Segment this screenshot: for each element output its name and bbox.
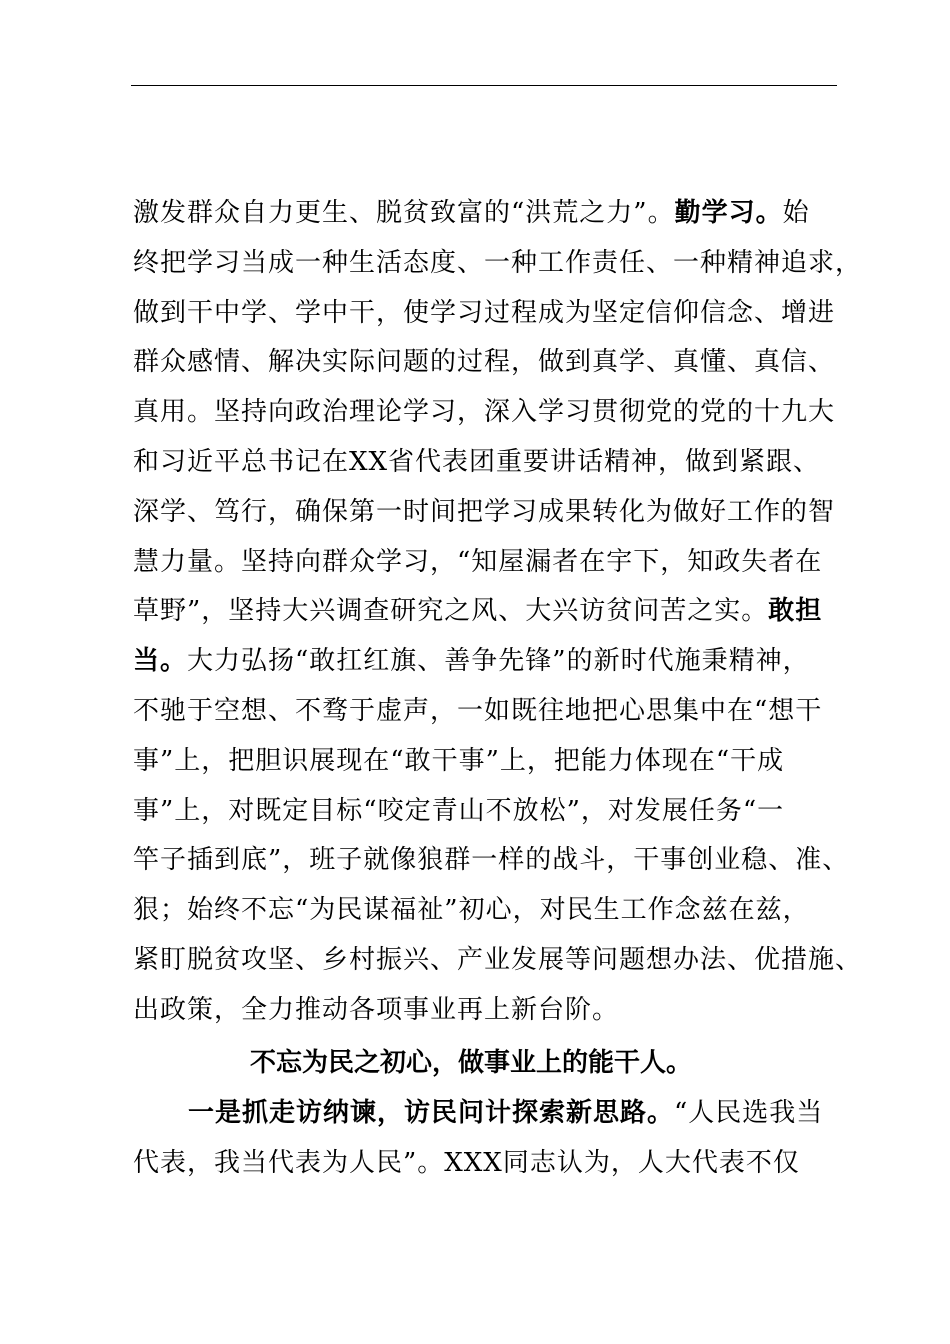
header-rule <box>131 85 837 86</box>
text-line <box>133 437 853 487</box>
text-run: 和习近平总书记在XX省代表团重要讲话精神，做到紧跟、 <box>133 447 821 477</box>
text-line <box>133 188 853 238</box>
text-line <box>133 288 853 338</box>
bold-run: 敢担 <box>768 596 823 627</box>
section-heading: 不忘为民之初心，做事业上的能干人。 <box>250 1048 693 1078</box>
text-line <box>133 686 853 736</box>
text-line <box>133 935 863 985</box>
text-run: 事”上，把胆识展现在“敢干事”上，把能力体现在“干成 <box>133 745 785 776</box>
text-run: 做到干中学、学中干，使学习过程成为坚定信仰信念、增进 <box>133 297 836 328</box>
text-line <box>133 1138 853 1188</box>
bold-run: 一是抓走访纳谏，访民问计探索新思路。 <box>188 1098 675 1128</box>
text-run: 狠；始终不忘“为民谋福祉”初心，对民生工作念兹在兹， <box>133 895 810 926</box>
text-line <box>133 985 853 1035</box>
text-run: 紧盯脱贫攻坚、乡村振兴、产业发展等问题想办法、优措施、 <box>133 945 863 975</box>
text-run: 草野”，坚持大兴调查研究之风、大兴访贫问苦之实。 <box>133 596 769 627</box>
text-line <box>133 835 853 885</box>
text-run: 深学、笃行，确保第一时间把学习成果转化为做好工作的智 <box>133 496 836 527</box>
text-line <box>133 736 853 786</box>
text-run: 代表，我当代表为人民”。XXX同志认为，人大代表不仅 <box>133 1147 800 1178</box>
text-run: 终把学习当成一种生活态度、一种工作责任、一种精神追求， <box>133 247 863 278</box>
text-run: 事”上，对既定目标“咬定青山不放松”，对发展任务“一 <box>133 795 785 826</box>
text-line <box>133 238 863 288</box>
text-line <box>133 786 853 836</box>
text-run: 出政策，全力推动各项事业再上新台阶。 <box>133 994 620 1025</box>
text-line <box>133 537 853 587</box>
text-line <box>133 885 853 935</box>
text-run: 真用。坚持向政治理论学习，深入学习贯彻党的党的十九大 <box>133 397 836 428</box>
text-run: 不驰于空想、不骛于虚声，一如既往地把心思集中在“想干 <box>133 696 823 726</box>
text-line <box>133 636 853 686</box>
text-line <box>188 1088 908 1138</box>
text-run: 始 <box>782 198 810 228</box>
bold-run: 勤学习。 <box>674 198 783 228</box>
text-line <box>133 487 853 537</box>
text-run: 激发群众自力更生、脱贫致富的“洪荒之力”。 <box>133 198 675 228</box>
text-run: 大力弘扬“敢扛红旗、善争先锋”的新时代施秉精神， <box>187 646 810 677</box>
text-run: 群众感情、解决实际问题的过程，做到真学、真懂、真信、 <box>133 347 836 378</box>
bold-run: 当。 <box>133 646 188 677</box>
text-line <box>133 337 853 387</box>
text-run: 慧力量。坚持向群众学习，“知屋漏者在宇下，知政失者在 <box>133 546 823 577</box>
text-line <box>133 586 853 636</box>
text-line <box>133 387 853 437</box>
text-run: “人民选我当 <box>674 1098 824 1128</box>
text-run: 竿子插到底”，班子就像狼群一样的战斗，干事创业稳、准、 <box>133 845 850 876</box>
